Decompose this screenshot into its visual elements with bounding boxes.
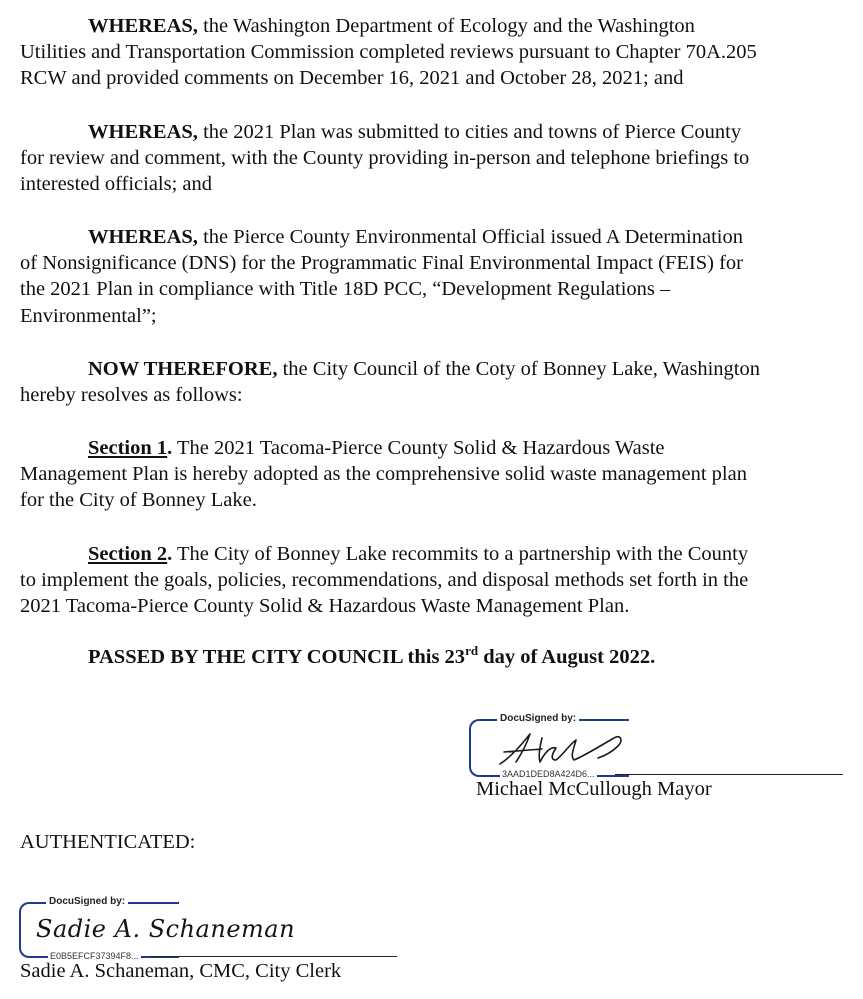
mayor-signature-scribble <box>490 726 640 772</box>
paragraph-text: the Pierce County Environmental Official issued A Determination <box>197 226 743 248</box>
section-1-paragraph: Section 1. The 2021 Tacoma-Pierce County Solid & Hazardous Waste Management Plan is hereby adopted as the comprehensive solid waste management plan for the City of Bonney Lake. <box>20 435 850 514</box>
paragraph-text: hereby resolves as follows: <box>20 384 243 407</box>
envelope-id: 3AAD1DED8A424D6... <box>502 769 595 779</box>
mayor-name: Michael McCullough Mayor <box>476 778 712 800</box>
paragraph-text: Management Plan is hereby adopted as the comprehensive solid waste management plan <box>20 463 747 486</box>
signature-line <box>150 956 397 957</box>
section-1-heading: Section 1 <box>88 437 168 459</box>
paragraph-text: Utilities and Transportation Commission completed reviews pursuant to Chapter 70A.205 <box>20 41 757 64</box>
whereas-lead: WHEREAS, <box>88 226 198 248</box>
whereas-ecology-paragraph <box>20 13 850 92</box>
passed-statement: PASSED BY THE CITY COUNCIL this 23rd day of August 2022. <box>88 643 656 668</box>
paragraph-text: the 2021 Plan in compliance with Title 18D PCC, “Development Regulations – <box>20 278 671 301</box>
paragraph-text: of Nonsignificance (DNS) for the Programmatic Final Environmental Impact (FEIS) for <box>20 252 744 275</box>
paragraph-text: the City Council of the Coty of Bonney Lake, Washington <box>277 358 760 380</box>
docusign-label: DocuSigned by: <box>497 713 579 724</box>
authenticated-label: AUTHENTICATED: <box>20 831 196 853</box>
paragraph-text: the Washington Department of Ecology and the Washington <box>197 15 695 37</box>
now-therefore-paragraph <box>20 356 850 408</box>
paragraph-text: The City of Bonney Lake recommits to a partnership with the County <box>172 543 749 565</box>
paragraph-text: 2021 Tacoma-Pierce County Solid & Hazardous Waste Management Plan. <box>20 595 630 618</box>
section-2-paragraph: Section 2. The City of Bonney Lake recommits to a partnership with the County to implement the goals, policies, recommendations, and disposal methods set forth in the 2021 Tacoma-Pierce County Solid & Hazardous Waste Management Plan. <box>20 541 850 620</box>
paragraph-text: RCW and provided comments on December 16, 2021 and October 28, 2021; and <box>20 67 684 90</box>
section-2-heading: Section 2 <box>88 543 168 565</box>
paragraph-text: Environmental”; <box>20 304 157 327</box>
envelope-id: E0B5EFCF37394F8... <box>50 951 139 961</box>
paragraph-text: for review and comment, with the County providing in-person and telephone briefings to <box>20 147 750 170</box>
whereas-lead: WHEREAS, <box>88 15 198 37</box>
paragraph-text: for the City of Bonney Lake. <box>20 489 257 512</box>
whereas-review-paragraph <box>20 119 850 198</box>
paragraph-text: interested officials; and <box>20 173 213 196</box>
clerk-handwritten-signature: Sadie A. Schaneman <box>36 915 296 943</box>
whereas-lead: WHEREAS, <box>88 121 198 143</box>
paragraph-text: to implement the goals, policies, recommendations, and disposal methods set forth in the <box>20 569 749 592</box>
clerk-name: Sadie A. Schaneman, CMC, City Clerk <box>20 960 342 982</box>
paragraph-text: The 2021 Tacoma-Pierce County Solid & Hazardous Waste <box>172 437 665 459</box>
whereas-dns-paragraph <box>20 224 850 329</box>
docusign-label: DocuSigned by: <box>46 896 128 907</box>
signature-line <box>615 774 843 775</box>
paragraph-text: the 2021 Plan was submitted to cities and towns of Pierce County <box>197 121 742 143</box>
now-therefore-lead: NOW THEREFORE, <box>88 358 278 380</box>
